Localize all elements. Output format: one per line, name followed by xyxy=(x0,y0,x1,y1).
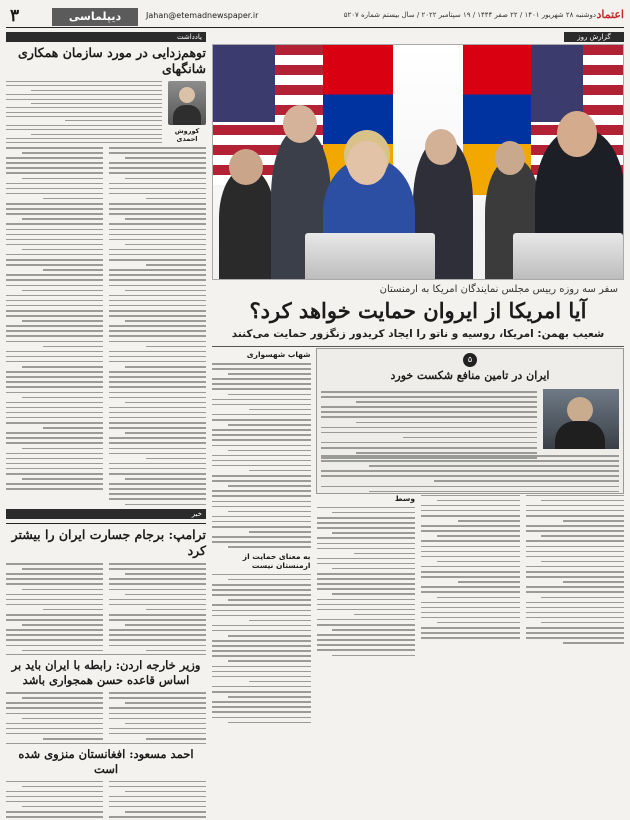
author-block xyxy=(6,79,206,145)
related-story-text-2 xyxy=(321,453,619,492)
op-ed-body xyxy=(6,145,206,505)
section-tag-report: گزارش روز xyxy=(564,32,624,42)
person-far-left-head xyxy=(229,149,263,185)
speaker-armenia-head xyxy=(557,111,597,157)
story-body-col-1 xyxy=(212,350,311,814)
op-ed-intro-text xyxy=(6,79,162,143)
news-title-jordan[interactable]: وزیر خارجه اردن: رابطه با ایران باید بر اساس قاعده حسن همجواری باشد xyxy=(6,654,206,688)
issue-date: دوشنبه ۲۸ شهریور ۱۴۰۱ / ۲۲ صفر ۱۴۴۴ / ۱۹ سپتامبر ۲۰۲۲ / سال بیستم شماره ۵۲۰۷ xyxy=(343,11,596,19)
subheading-3: به معنای حمایت از ارمنستان نیست xyxy=(242,551,311,570)
page-number: ۳ xyxy=(10,6,20,26)
related-story-text xyxy=(321,389,537,459)
person-left-head xyxy=(283,105,317,143)
op-ed-title[interactable]: توهم‌زدایی در مورد سازمان همکاری شانگهای xyxy=(18,45,206,76)
speaker-pelosi-head xyxy=(347,141,387,185)
news-title-afghanistan[interactable]: احمد مسعود: افغانستان منزوی شده است xyxy=(6,743,206,777)
author-name: کوروش احمدی xyxy=(174,127,200,143)
op-ed-body-col-1 xyxy=(109,145,206,505)
related-story-number: ۵ xyxy=(463,353,477,367)
podium-left xyxy=(305,233,435,279)
email-address[interactable]: Jahan@etemadnewspaper.ir xyxy=(146,11,259,20)
news-title-trump[interactable]: ترامپ: برجام جسارت ایران را بیشتر کرد xyxy=(6,523,206,559)
related-story-title[interactable]: ایران در تامین منافع شکست خورد xyxy=(390,369,550,382)
related-story-box[interactable] xyxy=(316,348,624,494)
left-column xyxy=(6,32,206,814)
divider xyxy=(212,346,624,347)
newspaper-logo: اعتماد xyxy=(596,8,624,21)
story-headline[interactable]: آیا امریکا از ایروان حمایت خواهد کرد؟ xyxy=(249,298,587,323)
main-story-column xyxy=(212,32,624,814)
person-center-back-head xyxy=(425,129,457,165)
story-kicker: سفر سه روزه رییس مجلس نمایندگان امریکا به ارمنستان xyxy=(379,284,618,295)
section-tag-news: خبر xyxy=(6,509,206,519)
author-photo xyxy=(168,81,206,125)
story-subhead: شعیب بهمن: امریکا، روسیه و ناتو را ایجاد کریدور زنگزور حمایت می‌کنند xyxy=(231,328,605,340)
person-far-left xyxy=(219,169,275,279)
subheading-1: وسط xyxy=(394,493,415,503)
masthead xyxy=(6,6,624,28)
main-story-photo[interactable] xyxy=(212,44,624,280)
related-story-photo xyxy=(543,389,619,449)
news-body-jordan xyxy=(6,690,206,739)
news-body-trump xyxy=(6,561,206,651)
byline: شهاب شهسواری xyxy=(246,350,311,359)
podium-right xyxy=(513,233,623,279)
person-right-back-head xyxy=(495,141,525,175)
section-tag-note: یادداشت xyxy=(6,32,206,42)
section-title: دیپلماسی xyxy=(52,8,138,26)
op-ed-body-col-2 xyxy=(6,145,103,505)
news-body-afghanistan xyxy=(6,779,206,820)
